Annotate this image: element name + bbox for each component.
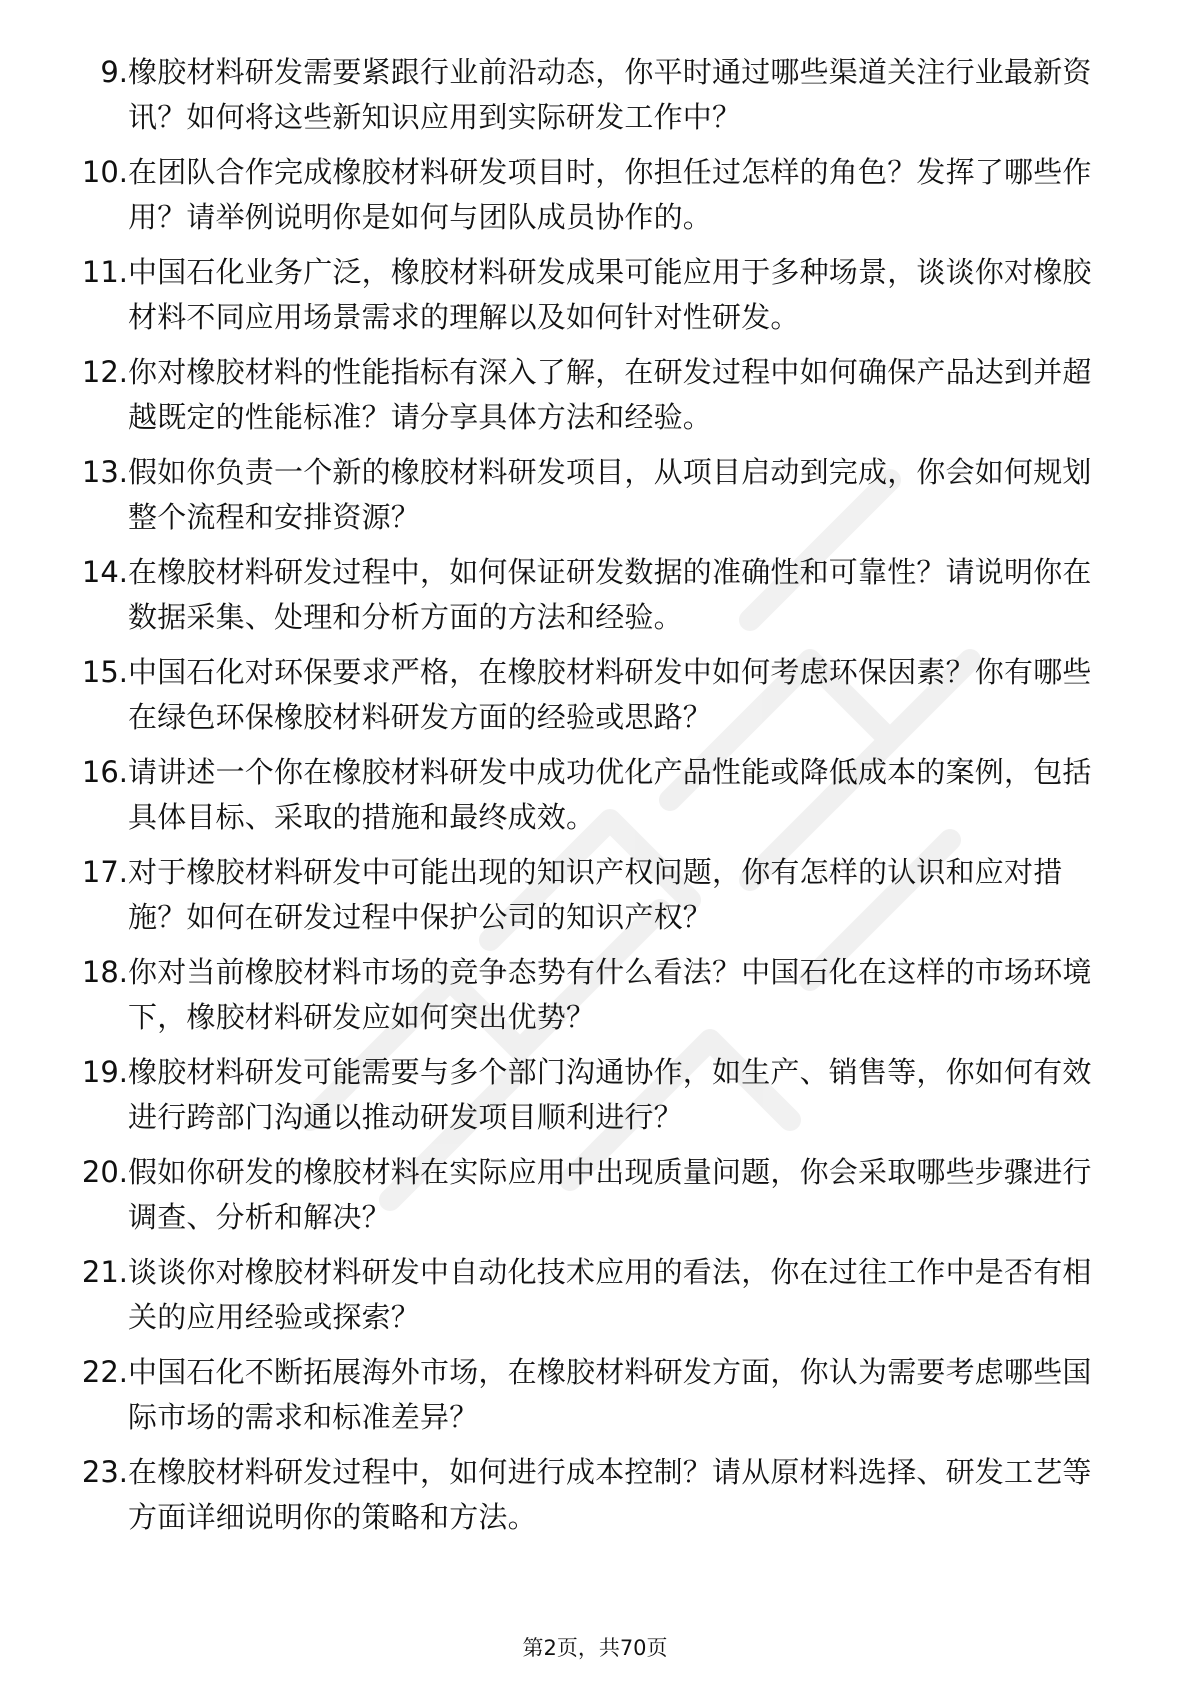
question-text: 橡胶材料研发可能需要与多个部门沟通协作，如生产、销售等，你如何有效进行跨部门沟通以推动研发项目顺利进行？ [128,1055,1092,1134]
question-number: 20. [81,1155,128,1189]
question-item [0,750,1190,850]
question-text: 对于橡胶材料研发中可能出现的知识产权问题，你有怎样的认识和应对措施？如何在研发过程中保护公司的知识产权？ [128,855,1063,934]
question-number: 11. [81,255,128,289]
question-item [0,50,1190,150]
question-number: 18. [81,955,128,989]
question-number: 19. [81,1055,128,1089]
question-text: 中国石化不断拓展海外市场，在橡胶材料研发方面，你认为需要考虑哪些国际市场的需求和标准差异？ [128,1355,1092,1434]
question-text: 中国石化业务广泛，橡胶材料研发成果可能应用于多种场景，谈谈你对橡胶材料不同应用场景需求的理解以及如何针对性研发。 [128,255,1092,334]
question-item [0,250,1190,350]
question-text: 在橡胶材料研发过程中，如何保证研发数据的准确性和可靠性？请说明你在数据采集、处理和分析方面的方法和经验。 [128,555,1092,634]
question-item [0,1250,1190,1350]
question-text: 假如你研发的橡胶材料在实际应用中出现质量问题，你会采取哪些步骤进行调查、分析和解决？ [128,1155,1092,1234]
question-number: 9. [100,55,128,89]
question-number: 17. [81,855,128,889]
page-number-label: 第2页，共70页 [522,1636,668,1660]
question-text: 你对橡胶材料的性能指标有深入了解，在研发过程中如何确保产品达到并超越既定的性能标准？请分享具体方法和经验。 [128,355,1092,434]
question-text: 橡胶材料研发需要紧跟行业前沿动态，你平时通过哪些渠道关注行业最新资讯？如何将这些新知识应用到实际研发工作中？ [128,55,1092,134]
question-text: 中国石化对环保要求严格，在橡胶材料研发中如何考虑环保因素？你有哪些在绿色环保橡胶材料研发方面的经验或思路？ [128,655,1092,734]
question-number: 16. [81,755,128,789]
question-item [0,850,1190,950]
question-text: 你对当前橡胶材料市场的竞争态势有什么看法？中国石化在这样的市场环境下，橡胶材料研发应如何突出优势？ [128,955,1092,1034]
question-item [0,1050,1190,1150]
question-number: 10. [81,155,128,189]
question-text: 谈谈你对橡胶材料研发中自动化技术应用的看法，你在过往工作中是否有相关的应用经验或探索？ [128,1255,1092,1334]
question-item [0,1150,1190,1250]
question-number: 23. [81,1455,128,1489]
question-item [0,950,1190,1050]
question-number: 21. [81,1255,128,1289]
page-footer [0,1633,1190,1663]
question-item [0,450,1190,550]
question-item [0,150,1190,250]
question-number: 14. [81,555,128,589]
question-item [0,650,1190,750]
question-item [0,550,1190,650]
question-number: 12. [81,355,128,389]
question-item [0,1350,1190,1450]
question-text: 假如你负责一个新的橡胶材料研发项目，从项目启动到完成，你会如何规划整个流程和安排资源？ [128,455,1092,534]
question-item [0,350,1190,450]
question-text: 请讲述一个你在橡胶材料研发中成功优化产品性能或降低成本的案例，包括具体目标、采取的措施和最终成效。 [128,755,1092,834]
question-number: 13. [81,455,128,489]
question-text: 在团队合作完成橡胶材料研发项目时，你担任过怎样的角色？发挥了哪些作用？请举例说明你是如何与团队成员协作的。 [128,155,1092,234]
question-number: 22. [81,1355,128,1389]
question-item [0,1450,1190,1550]
question-text: 在橡胶材料研发过程中，如何进行成本控制？请从原材料选择、研发工艺等方面详细说明你的策略和方法。 [128,1455,1092,1534]
question-list [0,50,1190,1550]
question-number: 15. [81,655,128,689]
